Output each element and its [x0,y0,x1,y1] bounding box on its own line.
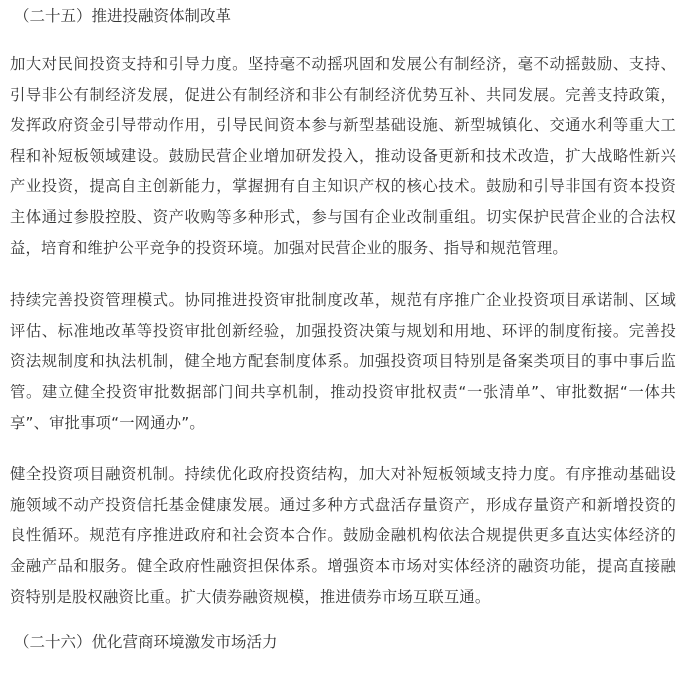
section-heading-26: （二十六）优化营商环境激发市场活力 [14,633,278,652]
document-body [10,0,676,659]
paragraph-investment-management: 持续完善投资管理模式。协同推进投资审批制度改革，规范有序推广企业投资项目承诺制、区域评估、标准地改革等投资审批创新经验，加强投资决策与规划和用地、环评的制度衔接。完善投资法规制度和执法机制，健全地方配套制度体系。加强投资项目特别是备案类项目的事中事后监管。建立健全投资审批数据部门间共享机制，推动投资审批权责“一张清单”、审批数据“一体共享”、审批事项“一网通办”。 [10,291,676,432]
paragraph-private-investment: 加大对民间投资支持和引导力度。坚持毫不动摇巩固和发展公有制经济，毫不动摇鼓励、支持、引导非公有制经济发展，促进公有制经济和非公有制经济优势互补、共同发展。完善支持政策，发挥政府资金引导带动作用，引导民间资本参与新型基础设施、新型城镇化、交通水利等重大工程和补短板领域建设。鼓励民营企业增加研发投入，推动设备更新和技术改造，扩大战略性新兴产业投资，提高自主创新能力，掌握拥有自主知识产权的核心技术。鼓励和引导非国有资本投资主体通过参股控股、资产收购等多种形式，参与国有企业改制重组。切实保护民营企业的合法权益，培育和维护公平竞争的投资环境。加强对民营企业的服务、指导和规范管理。 [10,55,676,257]
section-heading-25: （二十五）推进投融资体制改革 [14,7,232,25]
paragraph-project-financing: 健全投资项目融资机制。持续优化政府投资结构，加大对补短板领域支持力度。有序推动基础设施领域不动产投资信托基金健康发展。通过多种方式盘活存量资产，形成存量资产和新增投资的良性循环。规范有序推进政府和社会资本合作。鼓励金融机构依法合规提供更多直达实体经济的金融产品和服务。健全政府性融资担保体系。增强资本市场对实体经济的融资功能，提高直接融资特别是股权融资比重。扩大债券融资规模，推进债券市场互联互通。 [10,465,676,606]
